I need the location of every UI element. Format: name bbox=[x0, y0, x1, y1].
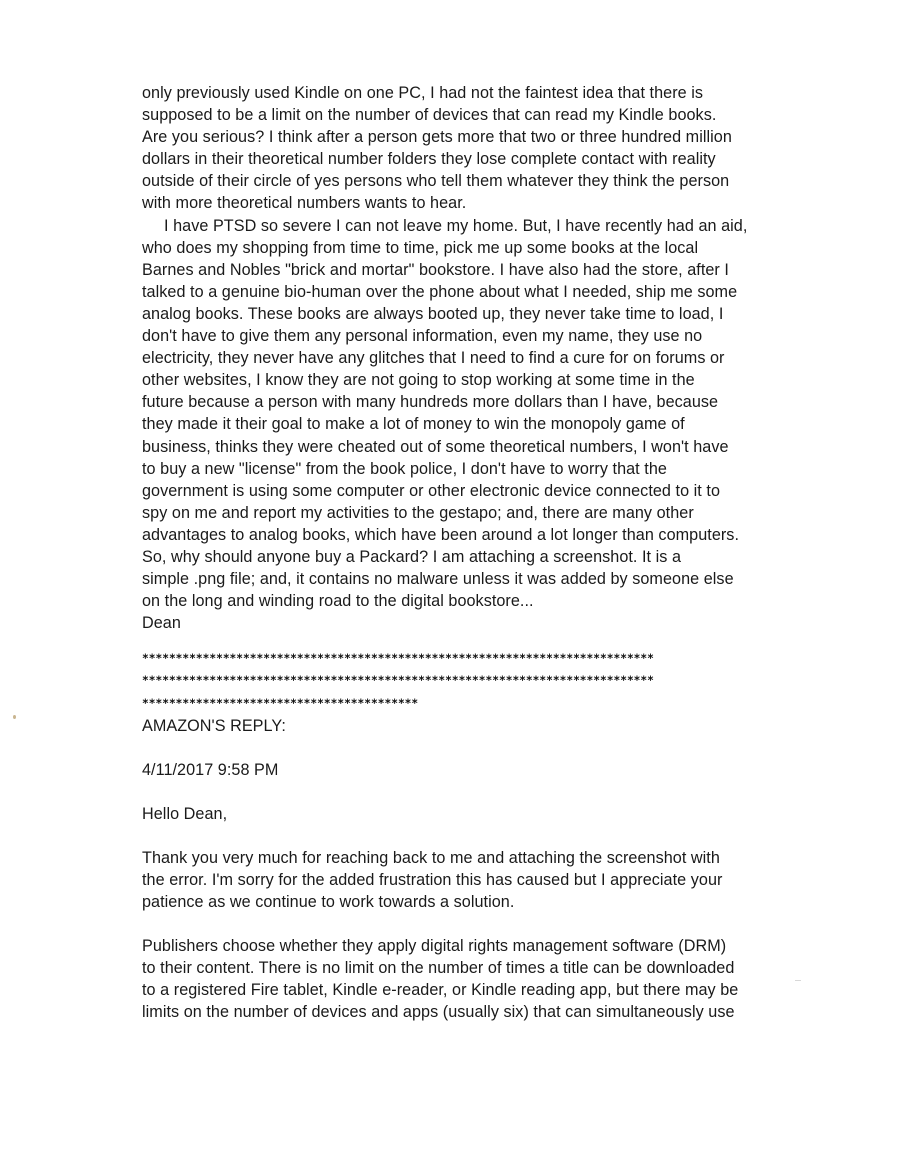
text-line: Are you serious? I think after a person gets more that two or three hundred million bbox=[142, 128, 732, 147]
text-line: electricity, they never have any glitches that I need to find a cure for on forums or bbox=[142, 349, 725, 368]
separator-line: **************************************************************************** bbox=[142, 674, 654, 688]
reply-paragraph-1 bbox=[142, 847, 792, 913]
text-line: dollars in their theoretical number folders they lose complete contact with reality bbox=[142, 150, 716, 169]
text-line: spy on me and report my activities to the gestapo; and, there are many other bbox=[142, 503, 694, 522]
text-line: analog books. These books are always booted up, they never take time to load, I bbox=[142, 304, 724, 323]
text-line: I have PTSD so severe I can not leave my home. But, I have recently had an aid, bbox=[164, 216, 748, 235]
letter-body bbox=[142, 82, 792, 1024]
text-line: with more theoretical numbers wants to hear. bbox=[142, 194, 467, 213]
text-line: outside of their circle of yes persons who tell them whatever they think the person bbox=[142, 172, 730, 191]
separator-line: ***************************************** bbox=[142, 696, 419, 710]
spacer bbox=[142, 634, 792, 648]
reply-paragraph-2 bbox=[142, 935, 792, 1023]
paper-speck bbox=[13, 715, 16, 719]
text-line: to their content. There is no limit on the number of times a title can be downloaded bbox=[142, 959, 735, 978]
text-line: the error. I'm sorry for the added frustration this has caused but I appreciate your bbox=[142, 871, 723, 889]
signature: Dean bbox=[142, 614, 181, 633]
text-line: So, why should anyone buy a Packard? I am attaching a screenshot. It is a bbox=[142, 547, 682, 566]
reply-greeting: Hello Dean, bbox=[142, 804, 228, 823]
text-line: they made it their goal to make a lot of money to win the monopoly game of bbox=[142, 415, 685, 434]
text-line: government is using some computer or other electronic device connected to it to bbox=[142, 481, 721, 500]
spacer bbox=[142, 737, 792, 759]
reply-heading: AMAZON'S REPLY: bbox=[142, 716, 286, 735]
text-line: who does my shopping from time to time, pick me up some books at the local bbox=[142, 238, 699, 257]
spacer bbox=[142, 781, 792, 803]
paper-mark bbox=[795, 980, 801, 981]
text-line: to buy a new "license" from the book police, I don't have to worry that the bbox=[142, 459, 667, 478]
text-line: Barnes and Nobles "brick and mortar" bookstore. I have also had the store, after I bbox=[142, 260, 729, 279]
separator-line: **************************************************************************** bbox=[142, 652, 654, 666]
text-line: patience as we continue to work towards a solution. bbox=[142, 893, 515, 912]
text-line: advantages to analog books, which have been around a lot longer than computers. bbox=[142, 525, 739, 544]
text-line: talked to a genuine bio-human over the phone about what I needed, ship me some bbox=[142, 282, 738, 301]
letter-paragraph-2 bbox=[142, 215, 792, 613]
text-line: business, thinks they were cheated out of some theoretical numbers, I won't have bbox=[142, 437, 729, 456]
text-line: limits on the number of devices and apps (usually six) that can simultaneously use bbox=[142, 1003, 735, 1022]
text-line: supposed to be a limit on the number of devices that can read my Kindle books. bbox=[142, 106, 717, 125]
text-line: other websites, I know they are not going to stop working at some time in the bbox=[142, 371, 695, 390]
text-line: only previously used Kindle on one PC, I had not the faintest idea that there is bbox=[142, 84, 704, 102]
letter-paragraph-1 bbox=[142, 82, 792, 215]
spacer bbox=[142, 913, 792, 935]
text-line: Thank you very much for reaching back to me and attaching the screenshot with bbox=[142, 848, 720, 867]
star-separator bbox=[142, 648, 792, 714]
text-line: simple .png file; and, it contains no malware unless it was added by someone else bbox=[142, 570, 734, 589]
text-line: Publishers choose whether they apply digital rights management software (DRM) bbox=[142, 937, 727, 956]
text-line: future because a person with many hundreds more dollars than I have, because bbox=[142, 393, 719, 412]
text-line: to a registered Fire tablet, Kindle e-reader, or Kindle reading app, but there may be bbox=[142, 981, 739, 1000]
reply-timestamp: 4/11/2017 9:58 PM bbox=[142, 760, 279, 779]
spacer bbox=[142, 825, 792, 847]
text-line: on the long and winding road to the digital bookstore... bbox=[142, 592, 534, 611]
text-line: don't have to give them any personal information, even my name, they use no bbox=[142, 327, 703, 346]
